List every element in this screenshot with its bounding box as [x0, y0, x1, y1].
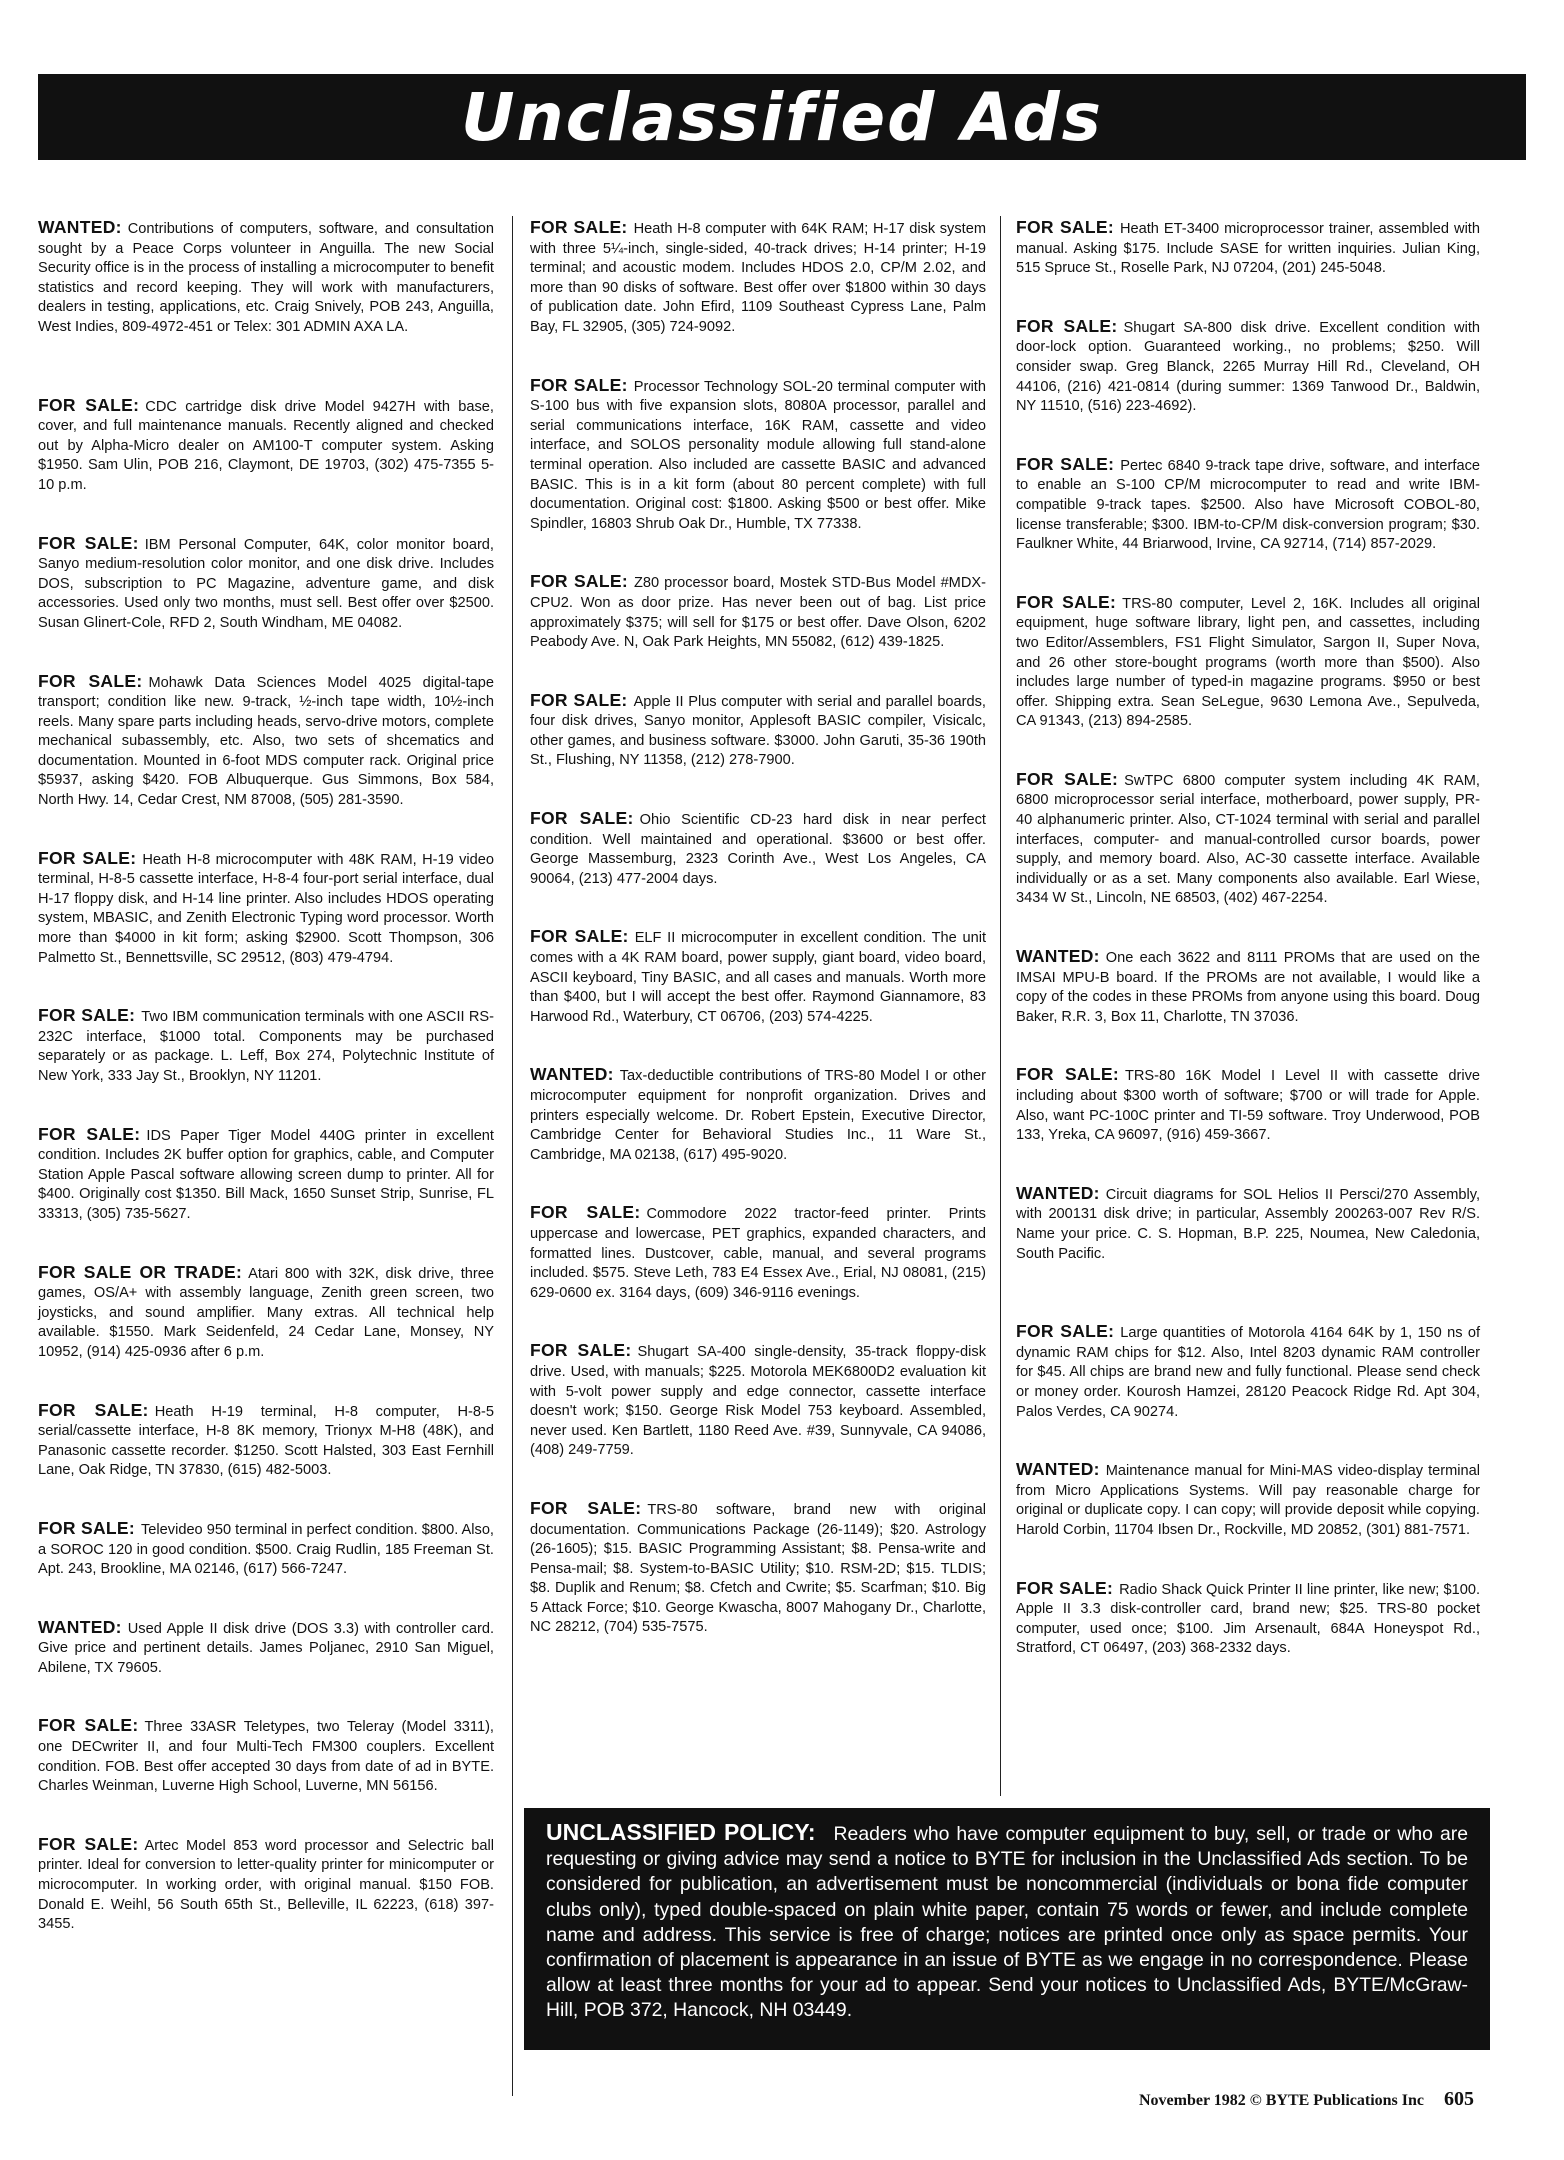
- ad-kind-label: FOR SALE:: [38, 1715, 139, 1736]
- ad-column-1: [38, 218, 494, 2068]
- ad-entry: [38, 1716, 494, 1796]
- ad-entry: [1016, 317, 1480, 417]
- ad-text: CDC cartridge disk drive Model 9427H with base, cover, and full maintenance manuals. Recently aligned and checked out by Alpha-Micro dealer on AM100-T computer system. Asking $1950. Sam Ulin, POB 216, Claymont, DE 19703, (302) 475-7355 5-10 p.m.: [38, 398, 494, 493]
- ad-kind-label: FOR SALE:: [38, 670, 143, 691]
- ad-text: IDS Paper Tiger Model 440G printer in excellent condition. Includes 2K buffer option for graphics, cable, and Computer Station Apple Pascal software allowing screen dump to printer. All for $400. Originally cost $1350. Bill Mack, 1650 Sunset Strip, Sunrise, FL 33313, (305) 735-5627.: [38, 1127, 494, 1222]
- ad-entry: [38, 672, 494, 811]
- ad-entry: [1016, 1460, 1480, 1540]
- ad-text: Pertec 6840 9-track tape drive, software, and interface to enable an S-100 CP/M microcomputer to read and write IBM-compatible 9-track tapes. $2500. Also have Microsoft COBOL-80, license transferable; $300. IBM-to-CP/M disk-conversion program; $30. Faulkner White, 44 Briarwood, Irvine, CA 92714, (714) 857-2029.: [1016, 457, 1480, 553]
- ad-kind-label: FOR SALE:: [530, 374, 628, 395]
- ad-entry: [530, 809, 986, 889]
- ad-kind-label: FOR SALE:: [38, 1517, 136, 1538]
- ad-text: Tax-deductible contributions of TRS-80 Model I or other microcomputer equipment for nonprofit organization. Drives and printers especially welcome. Dr. Robert Epstein, Executive Director, Cambridge Center for Behavioral Studies Inc., 11 Ware St., Cambridge, MA 02138, (617) 495-9020.: [530, 1068, 986, 1163]
- ad-text: Circuit diagrams for SOL Helios II Persci/270 Assembly, with 200131 disk drive; in particular, Assembly 200263-007 Rev R/S. Name your price. C. S. Hopman, B.P. 225, Noumea, New Caledonia, South Pacific.: [1016, 1186, 1480, 1262]
- ad-kind-label: FOR SALE:: [530, 1497, 642, 1518]
- policy-box: [524, 1808, 1490, 2050]
- ad-entry: [1016, 218, 1480, 279]
- ad-entry: [1016, 947, 1480, 1027]
- ad-text: Shugart SA-400 single-density, 35-track floppy-disk drive. Used, with manuals; $225. Motorola MEK6800D2 evaluation kit with 5-volt power supply and edge connector, cassette interface doesn't work; $150. George Risk Model 753 keyboard. Assembled, never used. Ken Bartlett, 1180 Reed Ave. #39, Sunnyvale, CA 94086, (408) 249-7759.: [530, 1344, 986, 1459]
- ad-kind-label: FOR SALE:: [38, 847, 137, 868]
- ad-entry: [530, 1499, 986, 1638]
- ad-kind-label: FOR SALE:: [38, 1833, 139, 1854]
- ad-entry: [1016, 455, 1480, 555]
- ad-kind-label: FOR SALE OR TRADE:: [38, 1261, 243, 1282]
- ad-text: Heath H-8 microcomputer with 48K RAM, H-19 video terminal, H-8-5 cassette interface, H-8-4 four-port serial interface, dual H-17 floppy disk, and H-14 line printer. Also includes HDOS operating system, MBASIC, and Zenith Electronic Typing word processor. Worth more than $4000 in kit form; asking $2900. Scott Thompson, 306 Palmetto St., Bennettsville, SC 29512, (803) 479-4794.: [38, 851, 494, 966]
- ad-entry: [38, 1519, 494, 1580]
- header-banner: [38, 74, 1526, 160]
- ad-column-3: [1016, 218, 1480, 1788]
- ad-entry: [38, 1835, 494, 1935]
- ad-kind-label: WANTED:: [1016, 946, 1100, 967]
- ad-text: Heath ET-3400 microprocessor trainer, assembled with manual. Asking $175. Include SASE for written inquiries. Julian King, 515 Spruce St., Roselle Park, NJ 07204, (201) 245-5048.: [1016, 221, 1480, 277]
- page-number: 605: [1444, 2088, 1474, 2110]
- ad-entry: [1016, 1322, 1480, 1422]
- ad-text: Processor Technology SOL-20 terminal computer with S-100 bus with five expansion slots, 8080A processor, parallel and serial communications interface, 16K RAM, cassette and video interface, and SOLOS personality module allowing full stand-alone terminal operation. Also included are cassette BASIC and advanced BASIC. This is in a kit form (about 80 percent complete) with full documentation. Original cost: $1800. Asking $500 or best offer. Mike Spindler, 16803 Shrub Oak Dr., Humble, TX 77338.: [530, 378, 986, 532]
- ad-entry: [1016, 1184, 1480, 1264]
- ad-kind-label: WANTED:: [38, 1616, 122, 1637]
- ad-kind-label: FOR SALE:: [38, 394, 140, 415]
- ad-entry: [38, 1618, 494, 1679]
- column-divider: [512, 216, 513, 2096]
- ad-kind-label: FOR SALE:: [38, 532, 139, 553]
- ad-text: Heath H-19 terminal, H-8 computer, H-8-5 serial/cassette interface, H-8 8K memory, Trionyx M-H8 (48K), and Panasonic cassette recorder. $1250. Scott Halsted, 303 East Fernhill Lane, Oak Ridge, TN 37830, (615) 482-5003.: [38, 1403, 494, 1479]
- ad-text: TRS-80 computer, Level 2, 16K. Includes all original equipment, huge software library, light pen, and cassettes, including two Editor/Assemblers, FS1 Flight Simulator, Sargon II, Super Nova, and 26 other store-bought programs (worth more than $500). Also includes large number of typed-in magazine programs. $950 or best offer. Shipping extra. Sean SeLegue, 9630 Lemona Ave., Sepulveda, CA 91343, (213) 894-2585.: [1016, 595, 1480, 730]
- ad-text: TRS-80 16K Model I Level II with cassette drive including about $300 worth of software; $700 or will trade for Apple. Also, want PC-100C printer and TI-59 software. Troy Underwood, POB 133, Yreka, CA 96097, (916) 459-3667.: [1016, 1068, 1480, 1144]
- ad-kind-label: FOR SALE:: [530, 926, 629, 947]
- ad-kind-label: FOR SALE:: [1016, 1577, 1114, 1598]
- issue-credit: November 1982 © BYTE Publications Inc: [1138, 2092, 1424, 2109]
- ad-entry: [38, 1125, 494, 1225]
- ad-text: Maintenance manual for Mini-MAS video-display terminal from Micro Applications Systems. Will pay reasonable charge for original or duplicate copy. I can copy; will provide deposit while copying. Harold Corbin, 11704 Ibsen Dr., Rockville, MD 20852, (301) 881-7571.: [1016, 1463, 1480, 1538]
- ad-text: Heath H-8 computer with 64K RAM; H-17 disk system with three 5¼-inch, single-sided, 40-track drives; H-14 printer; H-19 terminal; and acoustic modem. Includes HDOS 2.0, CP/M 2.02, and more than 90 disks of software. Best offer over $1800 within 30 days of publication date. John Efird, 1109 Southeast Cypress Lane, Palm Bay, FL 32905, (305) 724-9092.: [530, 221, 986, 335]
- ad-entry: [530, 927, 986, 1027]
- ad-entry: [1016, 770, 1480, 909]
- ad-text: Artec Model 853 word processor and Selectric ball printer. Ideal for conversion to letter-quality printer for minicomputer or microcomputer. In working order, with original manual. $150 FOB. Donald E. Weihl, 56 South 65th St., Belleville, IL 62223, (618) 397-3455.: [38, 1837, 494, 1933]
- page-title: Unclassified Ads: [461, 78, 1103, 156]
- ad-entry: [530, 572, 986, 652]
- ad-text: IBM Personal Computer, 64K, color monitor board, Sanyo medium-resolution color monitor, and one disk drive. Includes DOS, subscription to PC Magazine, adventure game, and disk accessories. Used only two months, must sell. Best offer over $2500. Susan Glinert-Cole, RFD 2, South Windham, ME 04082.: [38, 536, 494, 631]
- ad-entry: [530, 1065, 986, 1165]
- ad-text: Radio Shack Quick Printer II line printer, like new; $100. Apple II 3.3 disk-controller card, brand new; $25. TRS-80 pocket computer, used once; $100. Jim Arsenault, 684A Honeyspot Rd., Stratford, CT 06497, (203) 368-2332 days.: [1016, 1581, 1480, 1657]
- ad-kind-label: FOR SALE:: [38, 1399, 149, 1420]
- ad-entry: [38, 1401, 494, 1481]
- ad-kind-label: FOR SALE:: [530, 1202, 641, 1223]
- page-footer: [1139, 2088, 1474, 2111]
- ad-entry: [1016, 593, 1480, 732]
- ad-kind-label: FOR SALE:: [530, 571, 628, 592]
- ad-entry: [38, 218, 494, 338]
- ad-text: Atari 800 with 32K, disk drive, three games, OS/A+ with assembly language, Zenith green screen, two joysticks, and sound amplifier. Many extras. All technical help available. $1550. Mark Seidenfeld, 24 Cedar Lane, Monsey, NY 10952, (914) 425-0936 after 6 p.m.: [38, 1265, 495, 1360]
- ad-text: Used Apple II disk drive (DOS 3.3) with controller card. Give price and pertinent details. James Poljanec, 2910 San Miguel, Abilene, TX 79605.: [38, 1620, 494, 1676]
- policy-text: Readers who have computer equipment to buy, sell, or trade or who are requesting or giving advice may send a notice to BYTE for inclusion in the Unclassified Ads section. To be considered for publication, an advertisement must be noncommercial (individuals or bona fide computer clubs only), typed double-spaced on plain white paper, contain 75 words or fewer, and include complete name and address. This service is free of charge; notices are printed once only as space permits. Your confirmation of placement is appearance in an issue of BYTE as we engage in no correspondence. Please allow at least three months for your ad to appear. Send your notices to Unclassified Ads, BYTE/McGraw-Hill, POB 372, Hancock, NH 03449.: [546, 1823, 1468, 2022]
- ad-text: Televideo 950 terminal in perfect condition. $800. Also, a SOROC 120 in good condition. $500. Craig Rudlin, 185 Freeman St. Apt. 243, Brookline, MA 02146, (617) 566-7247.: [38, 1521, 494, 1578]
- ad-text: ELF II microcomputer in excellent condition. The unit comes with a 4K RAM board, power supply, giant board, video board, ASCII keyboard, Tiny BASIC, and all cases and manuals. Worth more than $400, but I will accept the best offer. Raymond Giannamore, 83 Harwood Rd., Waterbury, CT 06706, (203) 574-4225.: [530, 930, 986, 1025]
- ad-entry: [530, 218, 986, 338]
- ad-text: Three 33ASR Teletypes, two Teleray (Model 3311), one DECwriter II, and four Multi-Tech FM300 couplers. Excellent condition. FOB. Best offer accepted 30 days from date of ad in BYTE. Charles Weinman, Luverne High School, Luverne, MN 56156.: [38, 1719, 494, 1795]
- ad-entry: [1016, 1065, 1480, 1145]
- ad-kind-label: FOR SALE:: [1016, 1064, 1119, 1085]
- ad-kind-label: WANTED:: [530, 1064, 614, 1085]
- ad-kind-label: FOR SALE:: [1016, 217, 1114, 237]
- ad-kind-label: FOR SALE:: [1016, 1321, 1115, 1342]
- ad-entry: [38, 1006, 494, 1086]
- ad-entry: [38, 396, 494, 496]
- ad-kind-label: FOR SALE:: [1016, 315, 1118, 336]
- ad-text: Ohio Scientific CD-23 hard disk in near perfect condition. Well maintained and operational. $3600 or best offer. George Massemburg, 2323 Corinth Ave., West Los Angeles, CA 90064, (213) 477-2004 days.: [530, 812, 986, 887]
- ad-kind-label: WANTED:: [1016, 1182, 1100, 1203]
- ad-kind-label: FOR SALE:: [530, 1340, 632, 1361]
- ad-text: Large quantities of Motorola 4164 64K by 1, 150 ns of dynamic RAM chips for $12. Also, Intel 8203 dynamic RAM controller for $45. All chips are brand new and fully functional. Please send check or money order. Kourosh Hamzei, 28120 Peacock Ridge Rd. Apt 304, Palos Verdes, CA 90274.: [1016, 1325, 1480, 1420]
- column-divider: [1000, 216, 1001, 1796]
- ad-text: SwTPC 6800 computer system including 4K RAM, 6800 microprocessor serial interface, motherboard, power supply, PR-40 alphanumeric printer. Also, CT-1024 terminal with serial and parallel interfaces, computer- and manual-controlled cursor boards, power supply, and memory board. Also, AC-30 cassette interface. Available individually or as a set. Many components also available. Earl Wiese, 3434 W St., Lincoln, NE 68503, (402) 467-2254.: [1016, 772, 1480, 907]
- ad-text: Contributions of computers, software, and consultation sought by a Peace Corps volunteer in Anguilla. The new Social Security office is in the process of installing a microcomputer to benefit statistics and record keeping. They will work with manufacturers, dealers in testing, applications, etc. Craig Snively, POB 243, Anguilla, West Indies, 809-4972-451 or Telex: 301 ADMIN AXA LA.: [38, 221, 494, 335]
- ad-kind-label: FOR SALE:: [530, 689, 628, 710]
- ad-kind-label: FOR SALE:: [38, 1005, 136, 1026]
- ad-entry: [530, 376, 986, 535]
- ad-entry: [38, 849, 494, 969]
- ad-kind-label: FOR SALE:: [1016, 591, 1117, 612]
- ad-kind-label: FOR SALE:: [530, 808, 634, 829]
- ad-entry: [530, 1341, 986, 1461]
- ad-entry: [38, 534, 494, 634]
- ad-kind-label: FOR SALE:: [1016, 453, 1115, 474]
- policy-heading: UNCLASSIFIED POLICY:: [546, 1819, 816, 1845]
- ad-text: Apple II Plus computer with serial and parallel boards, four disk drives, Sanyo monitor, Applesoft BASIC compiler, Visicalc, other games, and business software. $3000. John Garuti, 35-36 190th St., Flushing, NY 11358, (212) 278-7900.: [530, 693, 986, 769]
- ad-kind-label: FOR SALE:: [1016, 768, 1119, 789]
- ad-text: Commodore 2022 tractor-feed printer. Prints uppercase and lowercase, PET graphics, expanded characters, and formatted lines. Dustcover, cable, manual, and several programs included. $575. Steve Leth, 783 E4 Essex Ave., Erial, NJ 08081, (215) 629-0600 ex. 3164 days, (609) 346-9116 evenings.: [530, 1206, 986, 1301]
- ad-text: Two IBM communication terminals with one ASCII RS-232C interface, $1000 total. Components may be purchased separately or as package. L. Leff, Box 274, Polytechnic Institute of New York, 333 Jay St., Brooklyn, NY 11201.: [38, 1009, 494, 1084]
- ad-entry: [38, 1263, 494, 1363]
- ad-entry: [530, 691, 986, 771]
- ad-text: Z80 processor board, Mostek STD-Bus Model #MDX-CPU2. Won as door prize. Has never been out of bag. List price approximately $375; will sell for $175 or best offer. Dave Olson, 6202 Peabody Ave. N, Oak Park Heights, MN 55082, (612) 439-1825.: [530, 575, 986, 651]
- ad-text: Shugart SA-800 disk drive. Excellent condition with door-lock option. Guaranteed working., no problems; $250. Will consider swap. Greg Blanck, 2265 Murray Hill Rd., Cleveland, OH 44106, (216) 421-0814 (during summer: 1369 Tanwood Dr., Baldwin, NY 11510, (516) 223-4692).: [1016, 319, 1480, 415]
- ad-text: TRS-80 software, brand new with original documentation. Communications Package (26-1149); $20. Astrology (26-1605); $15. BASIC Programming Assistant; $8. Pensa-write and Pensa-mail; $8. System-to-BASIC Utility; $10. RSM-2D; $15. TLDIS; $8. Duplik and Renum; $8. Cfetch and Cwrite; $5. Scarfman; $10. Big 5 Attack Force; $10. George Kwascha, 8007 Mahogany Dr., Charlotte, NC 28212, (704) 535-7575.: [530, 1501, 986, 1636]
- ad-text: Mohawk Data Sciences Model 4025 digital-tape transport; condition like new. 9-track, ½-inch tape width, 10½-inch reels. Many spare parts including heads, servo-drive motors, complete mechanical subassembly, etc. Also, two sets of shcematics and documentation. Mounted in 6-foot MDS computer rack. Original price $5937, asking $420. FOB Albuquerque. Gus Simmons, Box 584, North Hwy. 14, Cedar Crest, NM 87008, (505) 281-3590.: [38, 674, 494, 809]
- ad-text: One each 3622 and 8111 PROMs that are used on the IMSAI MPU-B board. If the PROMs are not available, I would like a copy of the codes in these PROMs from anyone using this board. Doug Baker, R.R. 3, Box 11, Charlotte, TN 37036.: [1016, 950, 1480, 1025]
- ad-column-2: [530, 218, 986, 1788]
- ad-entry: [1016, 1579, 1480, 1659]
- ad-kind-label: FOR SALE:: [38, 1123, 141, 1144]
- ad-kind-label: WANTED:: [1016, 1459, 1100, 1480]
- ad-kind-label: WANTED:: [38, 217, 122, 237]
- ad-entry: [530, 1203, 986, 1303]
- ad-kind-label: FOR SALE:: [530, 217, 628, 237]
